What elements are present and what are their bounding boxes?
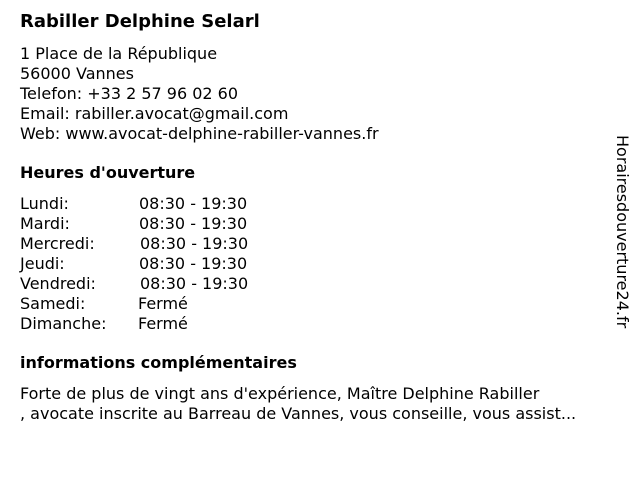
address-street: 1 Place de la République xyxy=(20,44,218,63)
day-hours: Fermé xyxy=(138,314,188,333)
business-name: Rabiller Delphine Selarl xyxy=(20,11,260,32)
day-label: Mercredi: xyxy=(20,234,95,253)
day-hours: 08:30 - 19:30 xyxy=(140,274,249,293)
website-url: Web: www.avocat-delphine-rabiller-vannes.fr xyxy=(20,124,379,143)
contact-block xyxy=(20,44,379,144)
phone-number: Telefon: +33 2 57 96 02 60 xyxy=(20,84,239,103)
info-line: Forte de plus de vingt ans d'expérience, Maître Delphine Rabiller xyxy=(20,384,540,403)
info-line: , avocate inscrite au Barreau de Vannes, vous conseille, vous assist... xyxy=(20,404,577,423)
email-address: Email: rabiller.avocat@gmail.com xyxy=(20,104,289,123)
day-hours: 08:30 - 19:30 xyxy=(140,234,249,253)
address-city: 56000 Vannes xyxy=(20,64,134,83)
day-label: Dimanche: xyxy=(20,314,107,333)
day-label: Samedi: xyxy=(20,294,86,313)
day-label: Lundi: xyxy=(20,194,69,213)
day-label: Vendredi: xyxy=(20,274,96,293)
day-label: Jeudi: xyxy=(20,254,65,273)
opening-hours-heading: Heures d'ouverture xyxy=(20,163,196,182)
day-hours: 08:30 - 19:30 xyxy=(139,214,248,233)
additional-info-heading: informations complémentaires xyxy=(20,353,297,372)
day-hours: 08:30 - 19:30 xyxy=(139,194,248,213)
day-hours: 08:30 - 19:30 xyxy=(139,254,248,273)
day-label: Mardi: xyxy=(20,214,70,233)
site-watermark: Horairesdouverture24.fr xyxy=(613,135,632,329)
day-hours: Fermé xyxy=(138,294,188,313)
additional-info-text xyxy=(20,384,630,424)
